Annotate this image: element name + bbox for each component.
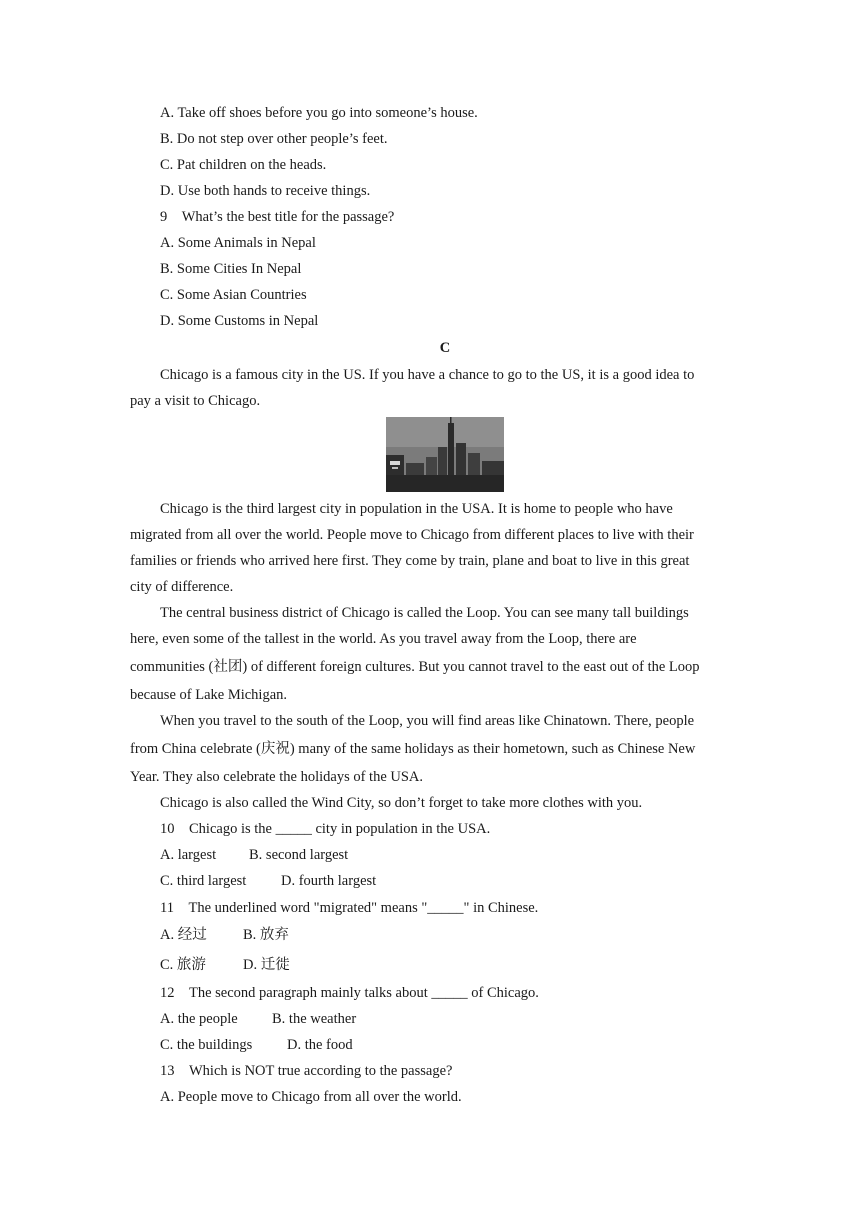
q9-question: 9 What’s the best title for the passage? — [160, 209, 395, 225]
q9-option-b: B. Some Cities In Nepal — [160, 261, 302, 277]
q10-options-row-2 — [160, 871, 376, 891]
para1-line-4: city of difference. — [130, 579, 234, 595]
intro-line-1: Chicago is a famous city in the US. If you have a chance to go to the US, it is a good idea to — [160, 367, 695, 383]
q9-option-a: A. Some Animals in Nepal — [160, 235, 316, 251]
q12-options-row-2 — [160, 1035, 353, 1055]
q8-option-d: D. Use both hands to receive things. — [160, 183, 371, 199]
para1-line-3: families or friends who arrived here first. They come by train, plane and boat to live in this great — [130, 553, 690, 569]
q10-question: 10 Chicago is the _____ city in population in the USA. — [160, 821, 491, 837]
q12-option-c: C. the buildings — [160, 1037, 253, 1053]
q10-option-b: B. second largest — [249, 847, 349, 863]
para1-line-2: migrated from all over the world. People move to Chicago from different places to live with their — [130, 527, 694, 543]
para3-line-3: Year. They also celebrate the holidays of the USA. — [130, 769, 424, 785]
para2-line-4: because of Lake Michigan. — [130, 687, 288, 703]
para3-line-1: When you travel to the south of the Loop, you will find areas like Chinatown. There, people — [160, 713, 695, 729]
chicago-skyline-photo — [386, 417, 504, 492]
q10-option-a: A. largest — [160, 847, 217, 863]
q11-option-b: B. 放弃 — [243, 927, 289, 943]
q12-question: 12 The second paragraph mainly talks about _____ of Chicago. — [160, 985, 539, 1001]
q11-options-row-2 — [160, 955, 290, 975]
q12-options-row-1 — [160, 1009, 356, 1029]
q11-option-a: A. 经过 — [160, 927, 207, 943]
q12-option-d: D. the food — [287, 1037, 353, 1053]
para2-line-2: here, even some of the tallest in the world. As you travel away from the Loop, there are — [130, 631, 637, 647]
q8-option-b: B. Do not step over other people’s feet. — [160, 131, 388, 147]
q10-options-row-1 — [160, 845, 348, 865]
q12-option-b: B. the weather — [272, 1011, 357, 1027]
para1-line-1: Chicago is the third largest city in population in the USA. It is home to people who have — [160, 501, 673, 517]
q11-options-row-1 — [160, 925, 289, 945]
q13-question: 13 Which is NOT true according to the passage? — [160, 1063, 453, 1079]
q10-option-d: D. fourth largest — [281, 873, 377, 889]
q10-option-c: C. third largest — [160, 873, 247, 889]
para4-line-1: Chicago is also called the Wind City, so don’t forget to take more clothes with you. — [160, 795, 643, 811]
para2-line-3: communities (社团) of different foreign cultures. But you cannot travel to the east out of the Loop — [130, 659, 700, 675]
q9-option-c: C. Some Asian Countries — [160, 287, 307, 303]
para2-line-1: The central business district of Chicago is called the Loop. You can see many tall buildings — [160, 605, 689, 621]
q8-option-c: C. Pat children on the heads. — [160, 157, 327, 173]
q8-option-a: A. Take off shoes before you go into someone’s house. — [160, 105, 478, 121]
q11-option-c: C. 旅游 — [160, 957, 206, 973]
para3-line-2: from China celebrate (庆祝) many of the same holidays as their hometown, such as Chinese New — [130, 741, 696, 757]
q12-option-a: A. the people — [160, 1011, 238, 1027]
q9-option-d: D. Some Customs in Nepal — [160, 313, 319, 329]
intro-line-2: pay a visit to Chicago. — [130, 393, 261, 409]
q11-option-d: D. 迁徙 — [243, 957, 290, 973]
q11-question: 11 The underlined word "migrated" means "_____" in Chinese. — [160, 900, 539, 916]
q13-option-a: A. People move to Chicago from all over the world. — [160, 1089, 462, 1105]
section-c-heading: C — [439, 340, 451, 356]
